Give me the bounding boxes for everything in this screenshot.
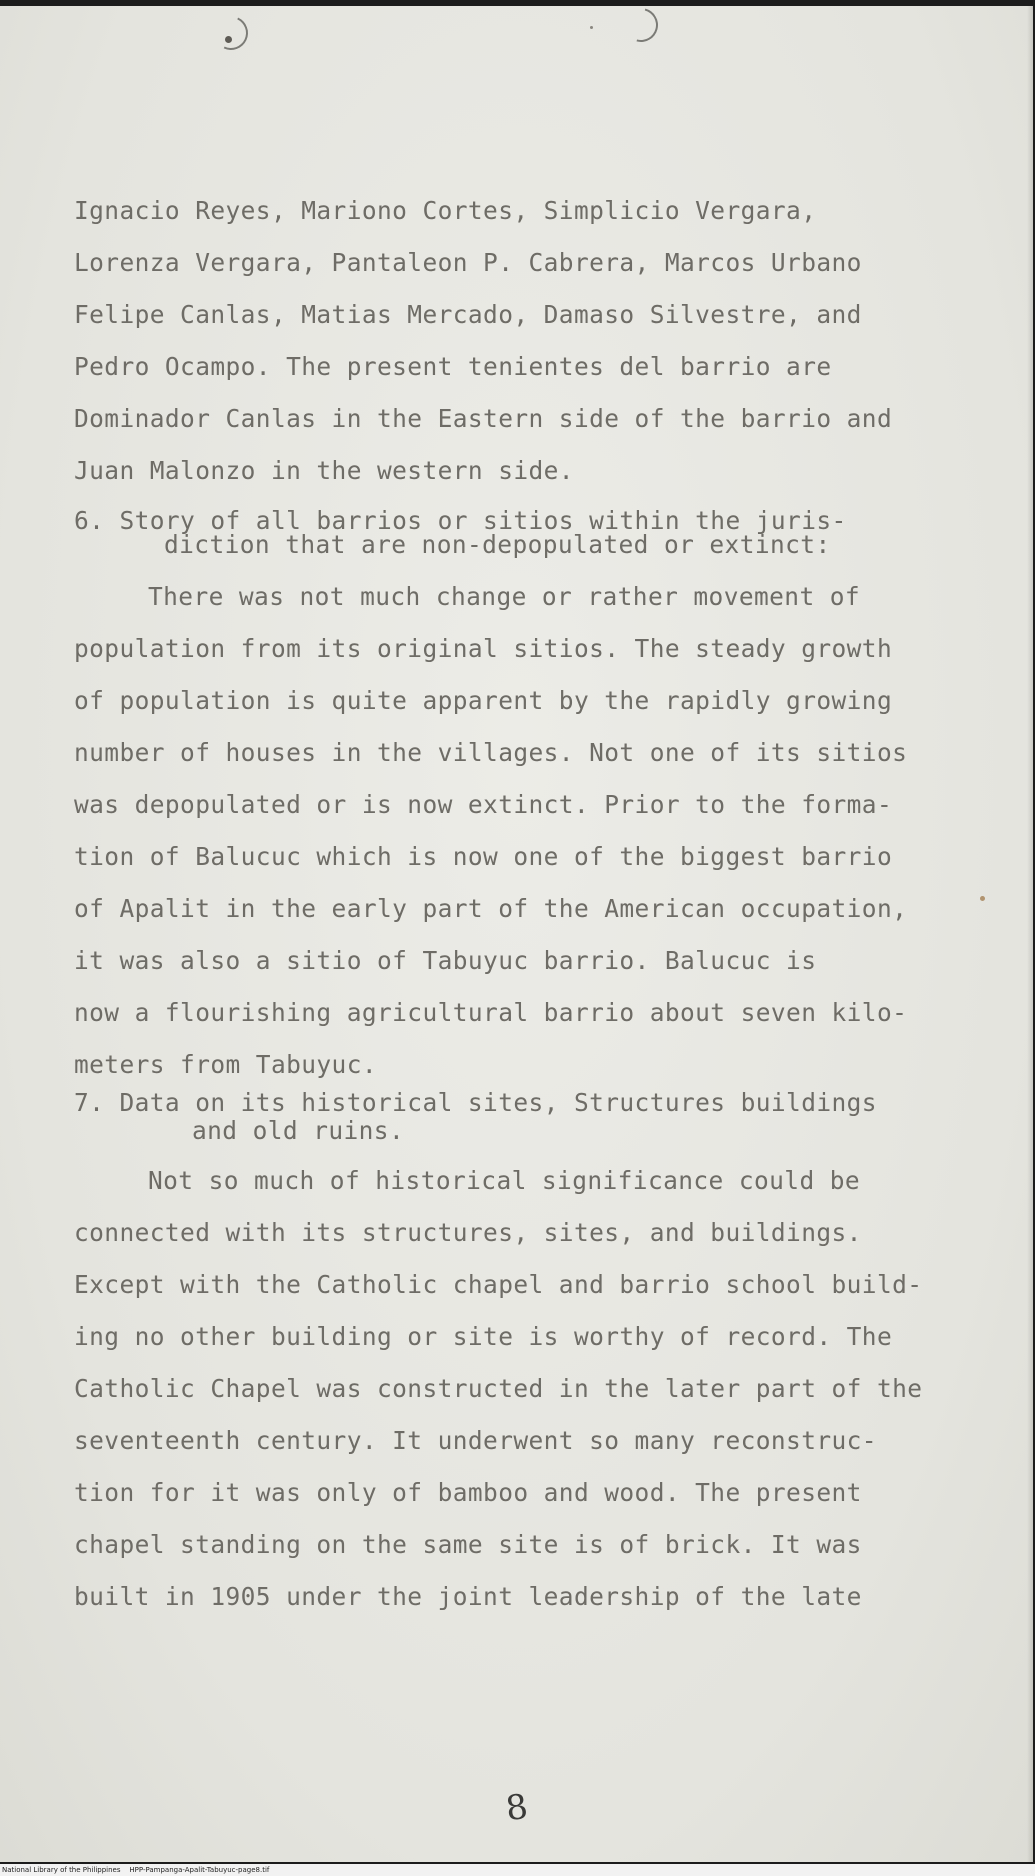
paragraph-historical-sites (74, 1166, 974, 1611)
text-line: tion of Balucuc which is now one of the biggest barrio (74, 842, 893, 871)
scan-footer-caption: National Library of the Philippines HPP-Pampanga-Apalit-Tabuyuc-page8.tif (0, 1864, 1035, 1876)
handwritten-page-number: 8 (503, 1786, 531, 1830)
text-line: Juan Malonzo in the western side. (74, 456, 574, 485)
section-heading-7 (74, 1021, 974, 1145)
paragraph-sitios (74, 582, 974, 1079)
text-line: Felipe Canlas, Matias Mercado, Damaso Silvestre, and (74, 300, 862, 329)
text-line: connected with its structures, sites, and buildings. (74, 1218, 862, 1247)
text-line: Dominador Canlas in the Eastern side of the barrio and (74, 404, 893, 433)
text-line: number of houses in the villages. Not one of its sitios (74, 738, 908, 767)
text-line: now a flourishing agricultural barrio about seven kilo- (74, 998, 908, 1027)
paragraph-officials (74, 64, 974, 485)
document-page (0, 6, 1033, 1862)
text-line: Ignacio Reyes, Mariono Cortes, Simplicio Vergara, (74, 196, 817, 225)
text-line: ing no other building or site is worthy of record. The (74, 1322, 893, 1351)
text-line: tion for it was only of bamboo and wood. The present (74, 1478, 862, 1507)
heading-line: 6. Story of all barrios or sitios within the juris- (74, 506, 847, 535)
text-line: population from its original sitios. The steady growth (74, 634, 893, 663)
text-line: of population is quite apparent by the rapidly growing (74, 686, 893, 715)
text-line: Catholic Chapel was constructed in the later part of the (74, 1374, 923, 1403)
text-line: was depopulated or is now extinct. Prior to the forma- (74, 790, 893, 819)
page-edge-shadow (1027, 6, 1033, 1862)
text-line: meters from Tabuyuc. (74, 1050, 378, 1079)
text-line: of Apalit in the early part of the American occupation, (74, 894, 908, 923)
heading-line: and old ruins. (192, 1116, 405, 1145)
text-line: There was not much change or rather movement of (148, 582, 861, 611)
text-line: it was also a sitio of Tabuyuc barrio. Balucuc is (74, 946, 817, 975)
typed-text-body (74, 6, 974, 1611)
text-line: built in 1905 under the joint leadership of the late (74, 1582, 862, 1611)
heading-line: diction that are non-depopulated or extinct: (164, 530, 831, 559)
text-line: seventeenth century. It underwent so many reconstruc- (74, 1426, 877, 1455)
text-line: Except with the Catholic chapel and barrio school build- (74, 1270, 923, 1299)
ink-speck (980, 896, 985, 901)
heading-line: 7. Data on its historical sites, Structures buildings (74, 1088, 877, 1117)
text-line: chapel standing on the same site is of brick. It was (74, 1530, 862, 1559)
text-line: Pedro Ocampo. The present tenientes del barrio are (74, 352, 832, 381)
text-line: Not so much of historical significance could be (148, 1166, 861, 1195)
text-line: Lorenza Vergara, Pantaleon P. Cabrera, Marcos Urbano (74, 248, 862, 277)
